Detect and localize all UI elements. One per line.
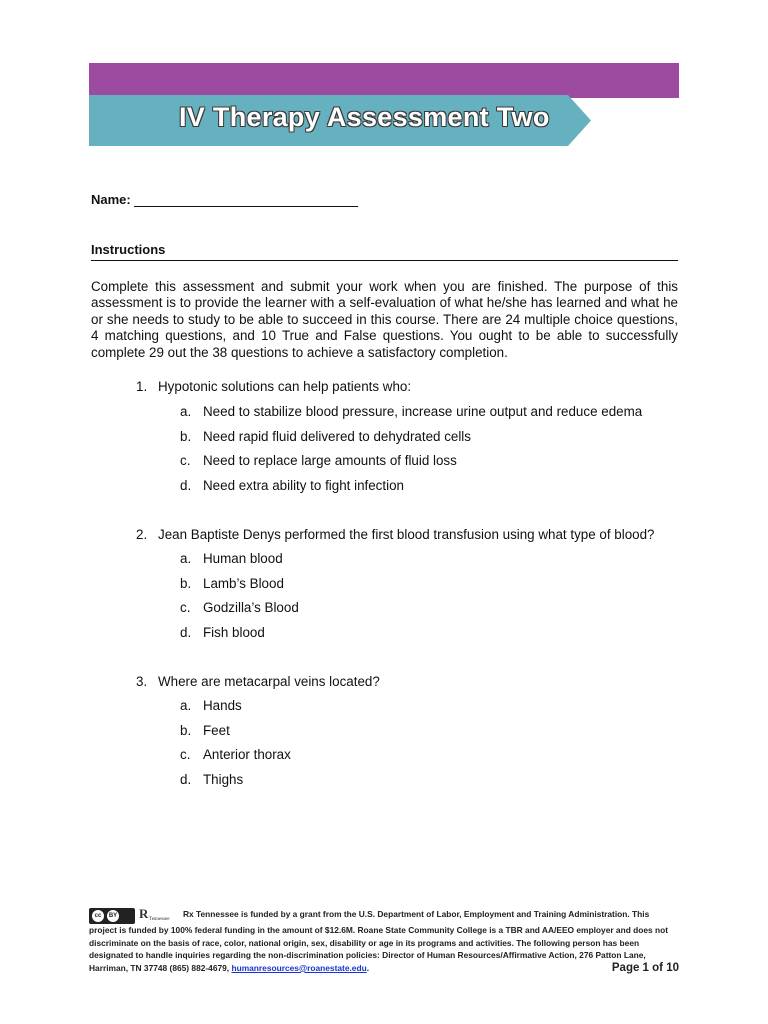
question-3 — [136, 674, 380, 689]
question-text: Jean Baptiste Denys performed the first blood transfusion using what type of blood? — [158, 527, 655, 542]
footer — [89, 908, 679, 974]
question-number: 3. — [136, 674, 148, 689]
header-purple-bar — [89, 63, 679, 98]
answer-letter: d. — [180, 477, 192, 493]
answer-letter: c. — [180, 747, 191, 763]
answer-text: Need to replace large amounts of fluid loss — [203, 453, 457, 469]
question-2 — [136, 527, 655, 542]
answer-option — [180, 404, 642, 429]
answer-option — [180, 551, 299, 576]
answer-option — [180, 600, 299, 625]
answer-text: Fish blood — [203, 624, 265, 640]
email-suffix: . — [366, 962, 370, 973]
answer-letter: c. — [180, 453, 191, 469]
answer-text: Godzilla’s Blood — [203, 600, 299, 616]
by-icon: BY — [107, 910, 119, 922]
cc-icon: cc — [92, 910, 104, 922]
instructions-heading: Instructions — [91, 242, 678, 261]
answer-letter: d. — [180, 624, 192, 640]
rx-logo-r: R — [139, 906, 149, 921]
answers-3 — [180, 698, 291, 796]
answer-text: Hands — [203, 698, 242, 713]
answer-text: Thighs — [203, 771, 244, 787]
answer-text: Human blood — [203, 551, 283, 566]
answer-option — [180, 576, 299, 601]
footer-text: Rx Tennessee is funded by a grant from the U.S. Department of Labor, Employment and Training Administration. This project is funded by 100% federal funding in the amount of $12.6M. Roane State Community College is a TBR and AA/EEO employer and does not discriminate on the basis of race, color, national origin, sex, disability or age in its programs and activities. The following person has been designated to handle inquiries regarding the non-discrimination policies: Director of Human Resources/Affirmative Action, 276 Patton Lane, Harriman, TN 37748 (865) 882-4679, — [89, 909, 669, 973]
answer-text: Need extra ability to fight infection — [203, 477, 404, 493]
title-banner — [89, 95, 591, 146]
answer-letter: b. — [180, 722, 192, 738]
answer-option — [180, 625, 299, 650]
answer-option — [180, 478, 642, 503]
email-link[interactable]: humanresources@roanestate.edu — [231, 962, 367, 973]
question-text: Hypotonic solutions can help patients who: — [158, 379, 412, 394]
answer-option — [180, 772, 291, 797]
answer-letter: a. — [180, 551, 192, 566]
answer-option — [180, 698, 291, 723]
name-label: Name: — [91, 192, 131, 207]
answer-letter: b. — [180, 575, 192, 591]
answer-letter: a. — [180, 698, 192, 713]
answer-option — [180, 429, 642, 454]
footer-logos — [89, 908, 179, 924]
page-title: IV Therapy Assessment Two — [179, 102, 550, 132]
page-number: Page 1 of 10 — [611, 961, 679, 974]
name-row — [91, 192, 358, 207]
rx-tennessee-logo — [139, 908, 179, 924]
question-number: 1. — [136, 379, 148, 394]
name-field[interactable] — [134, 192, 358, 207]
answer-text: Need to stabilize blood pressure, increase urine output and reduce edema — [203, 404, 643, 419]
answers-2 — [180, 551, 299, 649]
answer-text: Lamb’s Blood — [203, 575, 284, 591]
answer-option — [180, 723, 291, 748]
answer-letter: b. — [180, 428, 192, 444]
answer-text: Need rapid fluid delivered to dehydrated cells — [203, 428, 471, 444]
answer-text: Anterior thorax — [203, 747, 291, 763]
question-text: Where are metacarpal veins located? — [158, 674, 380, 689]
answers-1 — [180, 404, 642, 502]
answer-option — [180, 453, 642, 478]
question-1 — [136, 379, 411, 394]
answer-text: Feet — [203, 722, 230, 738]
answer-letter: c. — [180, 600, 191, 616]
rx-logo-sub: Tennessee — [149, 917, 170, 922]
intro-paragraph: Complete this assessment and submit your work when you are finished. The purpose of this assessment is to provide the learner with a self-evaluation of what he/she has learned and what he or she needs to study to be able to succeed in this course. There are 24 multiple choice questions, 4 matching questions, and 10 True and False questions. You ought to be able to successfully complete 29 out the 38 questions to achieve a satisfactory completion. — [91, 279, 678, 360]
answer-option — [180, 747, 291, 772]
creative-commons-icon — [89, 908, 135, 924]
question-number: 2. — [136, 527, 148, 542]
answer-letter: d. — [180, 771, 192, 787]
answer-letter: a. — [180, 404, 192, 419]
